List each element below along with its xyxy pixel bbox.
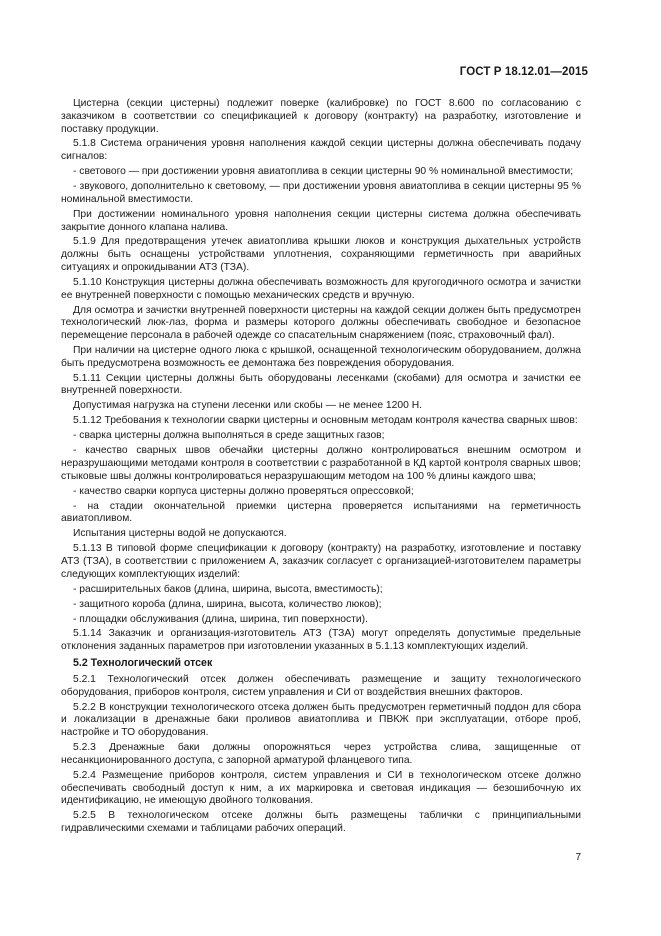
section-heading: 5.2 Технологический отсек [73,656,213,669]
paragraph: 5.2.2 В конструкции технологического отсека должен быть предусмотрен герметичный поддон для сбора и локализации в дренажные баки проливов авиатоплива и ПВКЖ при эксплуатации, отборе проб, настройке и ТО оборудования. [61,701,581,739]
paragraph: 5.1.10 Конструкция цистерны должна обеспечивать возможность для кругогодичного осмотра и зачистки ее внутренней поверхности с помощью механических средств и вручную. [61,276,581,301]
paragraph: 5.2.3 Дренажные баки должны опорожняться через устройства слива, защищенные от несанкционированного доступа, с запорной арматурой фланцевого типа. [61,742,581,766]
paragraph: Допустимая нагрузка на ступени лесенки или скобы — не менее 1200 Н. [73,400,422,412]
paragraph: 5.1.9 Для предотвращения утечек авиатоплива крышки люков и конструкция дыхательных устройств должны быть оснащены устройствами уплотнения, сохраняющими герметичность при аварийных ситуациях и опрокидывании АТЗ (ТЗА). [61,236,581,273]
paragraph: 5.2.4 Размещение приборов контроля, систем управления и СИ в технологическом отсеке должно обеспечивать свободный доступ к ним, а их маркировка и световая индикация — безошибочную их идентификацию, не имеющую двойного толкования. [61,769,581,807]
paragraph: При достижении номинального уровня наполнения секции цистерны система должна обеспечивать закрытие донного клапана налива. [61,208,581,233]
paragraph: Цистерна (секции цистерны) подлежит поверке (калибровке) по ГОСТ 8.600 по согласованию с заказчиком в соответствии со спецификацией к договору (контракту) на разработку, изготовление и поставку продукции. [61,98,581,135]
paragraph: 5.1.14 Заказчик и организация-изготовитель АТЗ (ТЗА) могут определять допустимые предельные отклонения заданных параметров при изготовлении указанных в 5.1.13 комплектующих изделий. [61,628,581,653]
paragraph: При наличии на цистерне одного люка с крышкой, оснащенной технологическим оборудованием, должна быть предусмотрена возможность ее демонтажа без повреждения оборудования. [61,345,581,369]
list-item: - на стадии окончательной приемки цистерна проверяется испытаниями на герметичность авиатопливом. [61,500,581,525]
paragraph: 5.1.8 Система ограничения уровня наполнения каждой секции цистерны должна обеспечивать подачу сигналов: [61,138,581,163]
list-item: - качество сварных швов обечайки цистерны должно контролироваться внешним осмотром и неразрушающими методами контроля в соответствии с разработанной в КД картой контроля сварных швов; стыковые швы должны контролироваться неразрушающим методом на 100 % длины каждого шва; [61,445,582,482]
list-item: - площадки обслуживания (длина, ширина, тип поверхности). [73,613,368,625]
paragraph: 5.2.5 В технологическом отсеке должны быть размещены таблички с принципиальными гидравлическими схемами и таблицами рабочих операций. [61,810,581,834]
page-number: 7 [575,852,581,863]
paragraph: 5.2.1 Технологический отсек должен обеспечивать размещение и защиту технологического оборудования, приборов контроля, систем управления и СИ от воздействия внешних факторов. [61,673,581,698]
document-code: ГОСТ Р 18.12.01—2015 [459,66,588,78]
list-item: - расширительных баков (длина, ширина, высота, вместимость); [73,583,383,595]
paragraph: Для осмотра и зачистки внутренней поверхности цистерны на каждой секции должен быть предусмотрен технологический люк-лаз, форма и размеры которого должны обеспечивать свободное и безопасное перемещение персонала в рабочей одежде со спасательным снаряжением (пояс, страховочный фал). [61,304,581,342]
paragraph: 5.1.13 В типовой форме спецификации к договору (контракту) на разработку, изготовление и поставку АТЗ (ТЗА), в соответствии с приложением А, заказчик согласует с организацией-изготовителем параметры следующих комплектующих изделий: [61,543,581,580]
paragraph: 5.1.12 Требования к технологии сварки цистерны и основным методам контроля качества сварных швов: [73,415,578,427]
list-item: - качество сварки корпуса цистерны должно проверяться опрессовкой; [73,485,414,497]
page-body [61,98,581,838]
list-item: - звукового, дополнительно к световому, — при достижении уровня авиатоплива в секции цистерны 95 % номинальной вместимости. [61,181,581,205]
list-item: - сварка цистерны должна выполняться в среде защитных газов; [73,430,385,442]
paragraph: Испытания цистерны водой не допускаются. [73,528,287,540]
list-item: - защитного короба (длина, ширина, высота, количество люков); [73,598,382,610]
paragraph: 5.1.11 Секции цистерны должны быть оборудованы лесенками (скобами) для осмотра и зачистки ее внутренней поверхности. [61,372,581,397]
list-item: - светового — при достижении уровня авиатоплива в секции цистерны 90 % номинальной вместимости; [73,166,574,178]
